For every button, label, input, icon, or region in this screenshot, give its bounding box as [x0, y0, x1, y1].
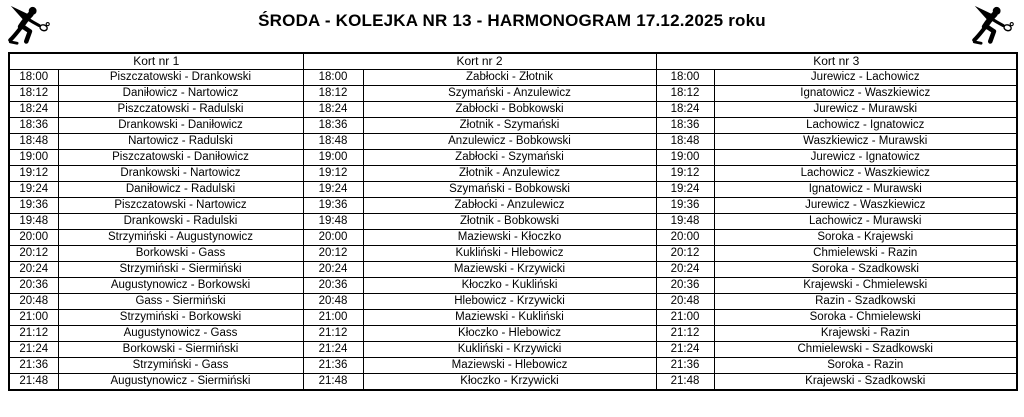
- match-time: 20:00: [656, 230, 714, 246]
- match-time: 21:48: [303, 374, 363, 391]
- match-time: 20:00: [9, 230, 58, 246]
- match-time: 21:12: [9, 326, 58, 342]
- match-time: 20:00: [303, 230, 363, 246]
- match-time: 21:12: [303, 326, 363, 342]
- match-time: 18:00: [303, 70, 363, 86]
- match-pairing: Zabłocki - Bobkowski: [363, 102, 656, 118]
- match-pairing: Drankowski - Nartowicz: [58, 166, 303, 182]
- match-time: 18:36: [9, 118, 58, 134]
- schedule-row: [9, 342, 1017, 358]
- schedule-row: [9, 118, 1017, 134]
- match-time: 20:24: [9, 262, 58, 278]
- schedule-row: [9, 150, 1017, 166]
- schedule-row: [9, 198, 1017, 214]
- match-pairing: Daniłowicz - Radulski: [58, 182, 303, 198]
- match-time: 18:12: [656, 86, 714, 102]
- match-pairing: Anzulewicz - Bobkowski: [363, 134, 656, 150]
- match-time: 18:24: [9, 102, 58, 118]
- match-time: 19:48: [303, 214, 363, 230]
- match-time: 18:48: [9, 134, 58, 150]
- match-time: 20:12: [656, 246, 714, 262]
- match-time: 19:24: [303, 182, 363, 198]
- match-time: 21:36: [656, 358, 714, 374]
- match-pairing: Drankowski - Daniłowicz: [58, 118, 303, 134]
- match-time: 19:48: [9, 214, 58, 230]
- match-time: 19:24: [656, 182, 714, 198]
- schedule-row: [9, 358, 1017, 374]
- match-pairing: Maziewski - Kłoczko: [363, 230, 656, 246]
- match-time: 18:36: [656, 118, 714, 134]
- match-pairing: Augustynowicz - Gass: [58, 326, 303, 342]
- match-time: 20:24: [656, 262, 714, 278]
- match-pairing: Strzymiński - Borkowski: [58, 310, 303, 326]
- match-time: 21:48: [9, 374, 58, 391]
- match-time: 18:12: [303, 86, 363, 102]
- match-pairing: Zabłocki - Szymański: [363, 150, 656, 166]
- schedule-row: [9, 294, 1017, 310]
- match-pairing: Piszczatowski - Daniłowicz: [58, 150, 303, 166]
- match-time: 21:36: [9, 358, 58, 374]
- match-time: 18:24: [656, 102, 714, 118]
- match-time: 18:48: [656, 134, 714, 150]
- schedule-table: [8, 52, 1018, 391]
- schedule-row: [9, 278, 1017, 294]
- page-title: ŚRODA - KOLEJKA NR 13 - HARMONOGRAM 17.12.2025 roku: [258, 11, 766, 30]
- match-time: 19:00: [303, 150, 363, 166]
- match-pairing: Kłoczko - Hlebowicz: [363, 326, 656, 342]
- match-time: 21:24: [656, 342, 714, 358]
- match-pairing: Zabłocki - Złotnik: [363, 70, 656, 86]
- match-time: 20:36: [9, 278, 58, 294]
- schedule-row: [9, 326, 1017, 342]
- schedule-row: [9, 214, 1017, 230]
- match-time: 20:48: [303, 294, 363, 310]
- match-pairing: Lachowicz - Murawski: [714, 214, 1017, 230]
- match-pairing: Kłoczko - Krzywicki: [363, 374, 656, 391]
- match-pairing: Zabłocki - Anzulewicz: [363, 198, 656, 214]
- match-time: 20:48: [9, 294, 58, 310]
- schedule-row: [9, 102, 1017, 118]
- court-header-3: Kort nr 3: [656, 53, 1017, 70]
- match-time: 18:00: [656, 70, 714, 86]
- match-pairing: Razin - Szadkowski: [714, 294, 1017, 310]
- match-pairing: Hlebowicz - Krzywicki: [363, 294, 656, 310]
- match-time: 19:12: [303, 166, 363, 182]
- match-pairing: Chmielewski - Razin: [714, 246, 1017, 262]
- schedule-page: [8, 0, 1016, 391]
- match-pairing: Krajewski - Szadkowski: [714, 374, 1017, 391]
- match-pairing: Piszczatowski - Radulski: [58, 102, 303, 118]
- match-time: 19:36: [656, 198, 714, 214]
- match-pairing: Złotnik - Bobkowski: [363, 214, 656, 230]
- match-pairing: Maziewski - Hlebowicz: [363, 358, 656, 374]
- match-pairing: Złotnik - Szymański: [363, 118, 656, 134]
- match-pairing: Kukliński - Hlebowicz: [363, 246, 656, 262]
- schedule-row: [9, 86, 1017, 102]
- schedule-row: [9, 70, 1017, 86]
- schedule-row: [9, 182, 1017, 198]
- match-time: 20:12: [303, 246, 363, 262]
- match-pairing: Maziewski - Kukliński: [363, 310, 656, 326]
- match-time: 19:24: [9, 182, 58, 198]
- match-pairing: Szymański - Anzulewicz: [363, 86, 656, 102]
- match-time: 21:00: [656, 310, 714, 326]
- match-pairing: Lachowicz - Waszkiewicz: [714, 166, 1017, 182]
- match-pairing: Krajewski - Razin: [714, 326, 1017, 342]
- match-pairing: Borkowski - Gass: [58, 246, 303, 262]
- match-time: 21:36: [303, 358, 363, 374]
- match-pairing: Strzymiński - Gass: [58, 358, 303, 374]
- match-time: 21:00: [9, 310, 58, 326]
- match-time: 19:36: [9, 198, 58, 214]
- schedule-row: [9, 310, 1017, 326]
- match-pairing: Złotnik - Anzulewicz: [363, 166, 656, 182]
- match-pairing: Jurewicz - Murawski: [714, 102, 1017, 118]
- match-pairing: Strzymiński - Siermiński: [58, 262, 303, 278]
- match-time: 21:12: [656, 326, 714, 342]
- match-pairing: Daniłowicz - Nartowicz: [58, 86, 303, 102]
- match-pairing: Soroka - Krajewski: [714, 230, 1017, 246]
- match-time: 19:12: [656, 166, 714, 182]
- match-pairing: Szymański - Bobkowski: [363, 182, 656, 198]
- match-time: 19:36: [303, 198, 363, 214]
- match-time: 18:24: [303, 102, 363, 118]
- match-pairing: Kukliński - Krzywicki: [363, 342, 656, 358]
- match-pairing: Augustynowicz - Borkowski: [58, 278, 303, 294]
- match-pairing: Kłoczko - Kukliński: [363, 278, 656, 294]
- squash-player-icon: [972, 4, 1014, 46]
- match-pairing: Drankowski - Radulski: [58, 214, 303, 230]
- match-pairing: Jurewicz - Lachowicz: [714, 70, 1017, 86]
- match-time: 18:00: [9, 70, 58, 86]
- court-header-2: Kort nr 2: [303, 53, 656, 70]
- schedule-row: [9, 166, 1017, 182]
- schedule-row: [9, 134, 1017, 150]
- match-pairing: Jurewicz - Ignatowicz: [714, 150, 1017, 166]
- match-pairing: Strzymiński - Augustynowicz: [58, 230, 303, 246]
- match-pairing: Krajewski - Chmielewski: [714, 278, 1017, 294]
- match-pairing: Augustynowicz - Siermiński: [58, 374, 303, 391]
- squash-player-icon: [8, 4, 50, 46]
- match-time: 21:00: [303, 310, 363, 326]
- schedule-row: [9, 230, 1017, 246]
- match-time: 21:24: [9, 342, 58, 358]
- match-pairing: Lachowicz - Ignatowicz: [714, 118, 1017, 134]
- match-pairing: Chmielewski - Szadkowski: [714, 342, 1017, 358]
- match-time: 20:36: [303, 278, 363, 294]
- match-pairing: Borkowski - Siermiński: [58, 342, 303, 358]
- match-time: 19:00: [656, 150, 714, 166]
- page-header: [8, 0, 1016, 52]
- match-pairing: Ignatowicz - Waszkiewicz: [714, 86, 1017, 102]
- match-pairing: Piszczatowski - Nartowicz: [58, 198, 303, 214]
- match-time: 20:24: [303, 262, 363, 278]
- match-pairing: Nartowicz - Radulski: [58, 134, 303, 150]
- schedule-row: [9, 246, 1017, 262]
- match-time: 19:48: [656, 214, 714, 230]
- match-pairing: Ignatowicz - Murawski: [714, 182, 1017, 198]
- match-pairing: Maziewski - Krzywicki: [363, 262, 656, 278]
- match-pairing: Soroka - Szadkowski: [714, 262, 1017, 278]
- match-time: 20:48: [656, 294, 714, 310]
- match-time: 18:48: [303, 134, 363, 150]
- match-time: 18:36: [303, 118, 363, 134]
- match-time: 21:24: [303, 342, 363, 358]
- court-header-row: [9, 53, 1017, 70]
- match-pairing: Waszkiewicz - Murawski: [714, 134, 1017, 150]
- match-pairing: Piszczatowski - Drankowski: [58, 70, 303, 86]
- match-time: 19:12: [9, 166, 58, 182]
- match-pairing: Jurewicz - Waszkiewicz: [714, 198, 1017, 214]
- match-pairing: Soroka - Chmielewski: [714, 310, 1017, 326]
- schedule-row: [9, 262, 1017, 278]
- match-pairing: Soroka - Razin: [714, 358, 1017, 374]
- schedule-row: [9, 374, 1017, 391]
- match-time: 20:12: [9, 246, 58, 262]
- match-time: 18:12: [9, 86, 58, 102]
- match-pairing: Gass - Siermiński: [58, 294, 303, 310]
- match-time: 21:48: [656, 374, 714, 391]
- match-time: 19:00: [9, 150, 58, 166]
- match-time: 20:36: [656, 278, 714, 294]
- court-header-1: Kort nr 1: [9, 53, 303, 70]
